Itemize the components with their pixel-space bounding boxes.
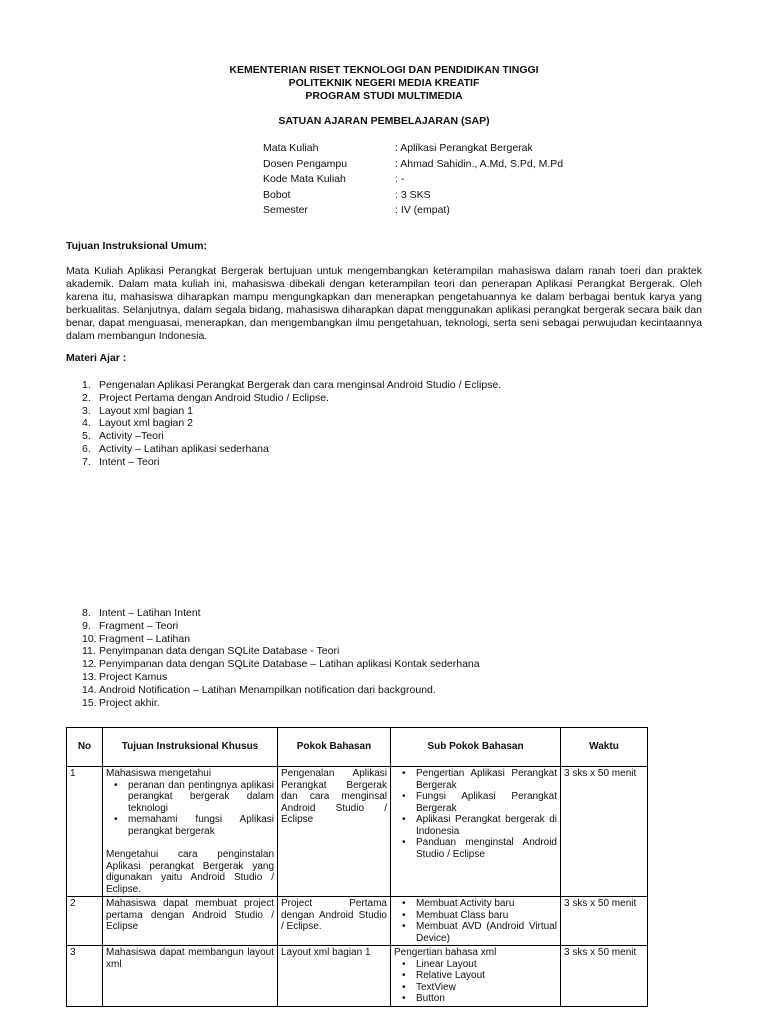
bullet-item: • Membuat AVD (Android Virtual Device) bbox=[416, 921, 557, 944]
materi-heading: Materi Ajar : bbox=[66, 352, 127, 364]
table-row bbox=[67, 897, 648, 946]
item-text: Project Kamus bbox=[99, 670, 168, 683]
cell-waktu: 3 sks x 50 menit bbox=[561, 946, 648, 1007]
cell-no: 2 bbox=[67, 897, 103, 946]
list-item bbox=[82, 405, 501, 418]
list-item bbox=[82, 633, 480, 646]
bullet-item: • Fungsi Aplikasi Perangkat Bergerak bbox=[416, 791, 557, 814]
item-text: Penyimpanan data dengan SQLite Database - Teori bbox=[99, 645, 340, 658]
item-number: 8. bbox=[82, 607, 91, 619]
institution-name: POLITEKNIK NEGERI MEDIA KREATIF bbox=[288, 77, 480, 89]
program-name: PROGRAM STUDI MULTIMEDIA bbox=[305, 90, 463, 102]
info-label: Semester bbox=[263, 204, 308, 216]
column-header-tik: Tujuan Instruksional Khusus bbox=[103, 728, 278, 767]
cell-waktu: 3 sks x 50 menit bbox=[561, 897, 648, 946]
cell-waktu: 3 sks x 50 menit bbox=[561, 767, 648, 897]
cell-sub bbox=[391, 897, 561, 946]
item-number: 4. bbox=[82, 417, 91, 430]
cell-tik: Mahasiswa dapat membangun layout xml bbox=[103, 946, 278, 1007]
item-text: Activity – Latihan aplikasi sederhana bbox=[99, 442, 269, 455]
item-number: 9. bbox=[82, 619, 91, 632]
bullet-item: • Button bbox=[416, 993, 557, 1005]
cell-no: 1 bbox=[67, 767, 103, 897]
ministry-name: KEMENTERIAN RISET TEKNOLOGI DAN PENDIDIKAN TINGGI bbox=[229, 64, 539, 76]
info-label: Mata Kuliah bbox=[263, 142, 319, 154]
item-text: Android Notification – Latihan Menampilkan notification dari background. bbox=[99, 683, 436, 696]
info-row-dosen bbox=[263, 157, 563, 173]
list-item bbox=[82, 645, 480, 658]
sub-bullets bbox=[394, 959, 557, 1005]
tiu-heading: Tujuan Instruksional Umum: bbox=[66, 240, 207, 252]
info-row-bobot bbox=[263, 188, 563, 204]
list-item bbox=[82, 417, 501, 430]
tiu-paragraph: Mata Kuliah Aplikasi Perangkat Bergerak bertujuan untuk mengembangkan keterampilan mahasiswa dalam ranah toeri dan praktek akademik. Dalam mata kuliah ini, mahasiswa dibekali dengan keterampilan teori dan penerapan Aplikasi Perangkat Bergerak. Oleh karena itu, mahasiswa diharapkan mampu mengungkapkan dan menerapkan pengetahuannya ke dalam berbagai bentuk karya yang berkualitas. Selanjutnya, dalam segala bidang, mahasiswa diharapkan dapat menggunakan aplikasi perangkat bergerak secara baik dan benar, dapat menguasai, menerapkan, dan mengembangkan ilmu pengetahuan, teknologi, serta seni sebagai perwujudan kecintaannya dalam membangun Indonesia. bbox=[66, 265, 702, 342]
item-text: Intent – Latihan Intent bbox=[99, 607, 201, 619]
table-row bbox=[67, 946, 648, 1007]
item-number: 11. bbox=[82, 645, 96, 658]
table-header-row bbox=[67, 728, 648, 767]
item-text: Fragment – Latihan bbox=[99, 632, 191, 645]
bullet-item: • peranan dan pentingnya aplikasi perangkat bergerak dalam teknologi bbox=[128, 780, 274, 815]
item-text: Fragment – Teori bbox=[99, 619, 179, 632]
column-header-waktu: Waktu bbox=[561, 728, 648, 767]
item-text: Pengenalan Aplikasi Perangkat Bergerak dan cara menginsal Android Studio / Eclipse. bbox=[99, 379, 502, 391]
column-header-no: No bbox=[67, 728, 103, 767]
info-value: : Ahmad Sahidin., A.Md, S.Pd, M.Pd bbox=[395, 157, 564, 170]
sub-bullets bbox=[394, 768, 557, 860]
item-number: 15. bbox=[82, 696, 97, 709]
list-item bbox=[82, 684, 480, 697]
item-number: 3. bbox=[82, 404, 91, 417]
document-header bbox=[0, 64, 768, 103]
cell-no: 3 bbox=[67, 946, 103, 1007]
sub-bullets bbox=[394, 898, 557, 944]
materi-list-part-2 bbox=[82, 607, 480, 709]
info-value: : 3 SKS bbox=[395, 188, 431, 201]
sub-intro: Pengertian bahasa xml bbox=[394, 947, 497, 958]
bullet-item: • TextView bbox=[416, 982, 557, 994]
bullet-item: • Pengertian Aplikasi Perangkat Bergerak bbox=[416, 768, 557, 791]
course-info bbox=[263, 141, 563, 219]
cell-tik bbox=[103, 767, 278, 897]
item-number: 6. bbox=[82, 442, 91, 455]
bullet-item: • Membuat Class baru bbox=[416, 910, 557, 922]
bullet-item: • Linear Layout bbox=[416, 959, 557, 971]
column-header-sub: Sub Pokok Bahasan bbox=[391, 728, 561, 767]
list-item bbox=[82, 607, 480, 620]
item-number: 7. bbox=[82, 455, 91, 468]
info-row-semester bbox=[263, 203, 563, 219]
bullet-item: • Aplikasi Perangkat bergerak di Indonesia bbox=[416, 814, 557, 837]
list-item bbox=[82, 620, 480, 633]
item-number: 12. bbox=[82, 658, 97, 671]
bullet-item: • Relative Layout bbox=[416, 970, 557, 982]
info-value: : IV (empat) bbox=[395, 204, 450, 216]
item-text: Penyimpanan data dengan SQLite Database – Latihan aplikasi Kontak sederhana bbox=[99, 658, 480, 671]
sap-table bbox=[66, 727, 648, 1007]
cell-sub bbox=[391, 767, 561, 897]
info-label: Bobot bbox=[263, 188, 291, 201]
materi-list-part-1 bbox=[82, 379, 501, 469]
item-number: 1. bbox=[82, 379, 91, 391]
item-number: 10. bbox=[82, 632, 97, 645]
tik-intro: Mahasiswa mengetahui bbox=[106, 768, 212, 779]
list-item bbox=[82, 379, 501, 392]
item-number: 2. bbox=[82, 391, 91, 404]
info-label: Dosen Pengampu bbox=[263, 157, 348, 170]
cell-pokok: Pengenalan Aplikasi Perangkat Bergerak dan cara menginsal Android Studio / Eclipse bbox=[278, 767, 391, 897]
list-item bbox=[82, 456, 501, 469]
item-number: 14. bbox=[82, 683, 97, 696]
item-text: Project Pertama dengan Android Studio / Eclipse. bbox=[99, 391, 329, 404]
item-number: 13. bbox=[82, 670, 97, 683]
item-text: Project akhir. bbox=[99, 696, 160, 709]
list-item bbox=[82, 430, 501, 443]
list-item bbox=[82, 658, 480, 671]
list-item bbox=[82, 671, 480, 684]
cell-tik: Mahasiswa dapat membuat project pertama dengan Android Studio / Eclipse bbox=[103, 897, 278, 946]
sap-title: SATUAN AJARAN PEMBELAJARAN (SAP) bbox=[278, 115, 490, 127]
info-row-kode bbox=[263, 172, 563, 188]
item-number: 5. bbox=[82, 430, 91, 443]
info-value: : - bbox=[395, 173, 405, 185]
tik-bullets bbox=[106, 780, 274, 838]
item-text: Layout xml bagian 2 bbox=[99, 417, 193, 430]
tik-after: Mengetahui cara penginstalan Aplikasi perangkat Bergerak yang digunakan yaitu Android Studio / Eclipse. bbox=[106, 849, 274, 895]
column-header-pokok: Pokok Bahasan bbox=[278, 728, 391, 767]
info-label: Kode Mata Kuliah bbox=[263, 173, 346, 185]
info-row-mata-kuliah bbox=[263, 141, 563, 157]
bullet-item: • memahami fungsi Aplikasi perangkat bergerak bbox=[128, 814, 274, 837]
cell-pokok: Layout xml bagian 1 bbox=[278, 946, 391, 1007]
list-item bbox=[82, 392, 501, 405]
item-text: Activity –Teori bbox=[99, 430, 164, 443]
item-text: Intent – Teori bbox=[99, 455, 160, 468]
list-item bbox=[82, 697, 480, 710]
table-row bbox=[67, 767, 648, 897]
item-text: Layout xml bagian 1 bbox=[99, 404, 193, 417]
cell-pokok: Project Pertama dengan Android Studio / Eclipse. bbox=[278, 897, 391, 946]
info-value: : Aplikasi Perangkat Bergerak bbox=[395, 142, 533, 154]
cell-sub bbox=[391, 946, 561, 1007]
bullet-item: • Membuat Activity baru bbox=[416, 898, 557, 910]
list-item bbox=[82, 443, 501, 456]
bullet-item: • Panduan menginstal Android Studio / Eclipse bbox=[416, 837, 557, 860]
